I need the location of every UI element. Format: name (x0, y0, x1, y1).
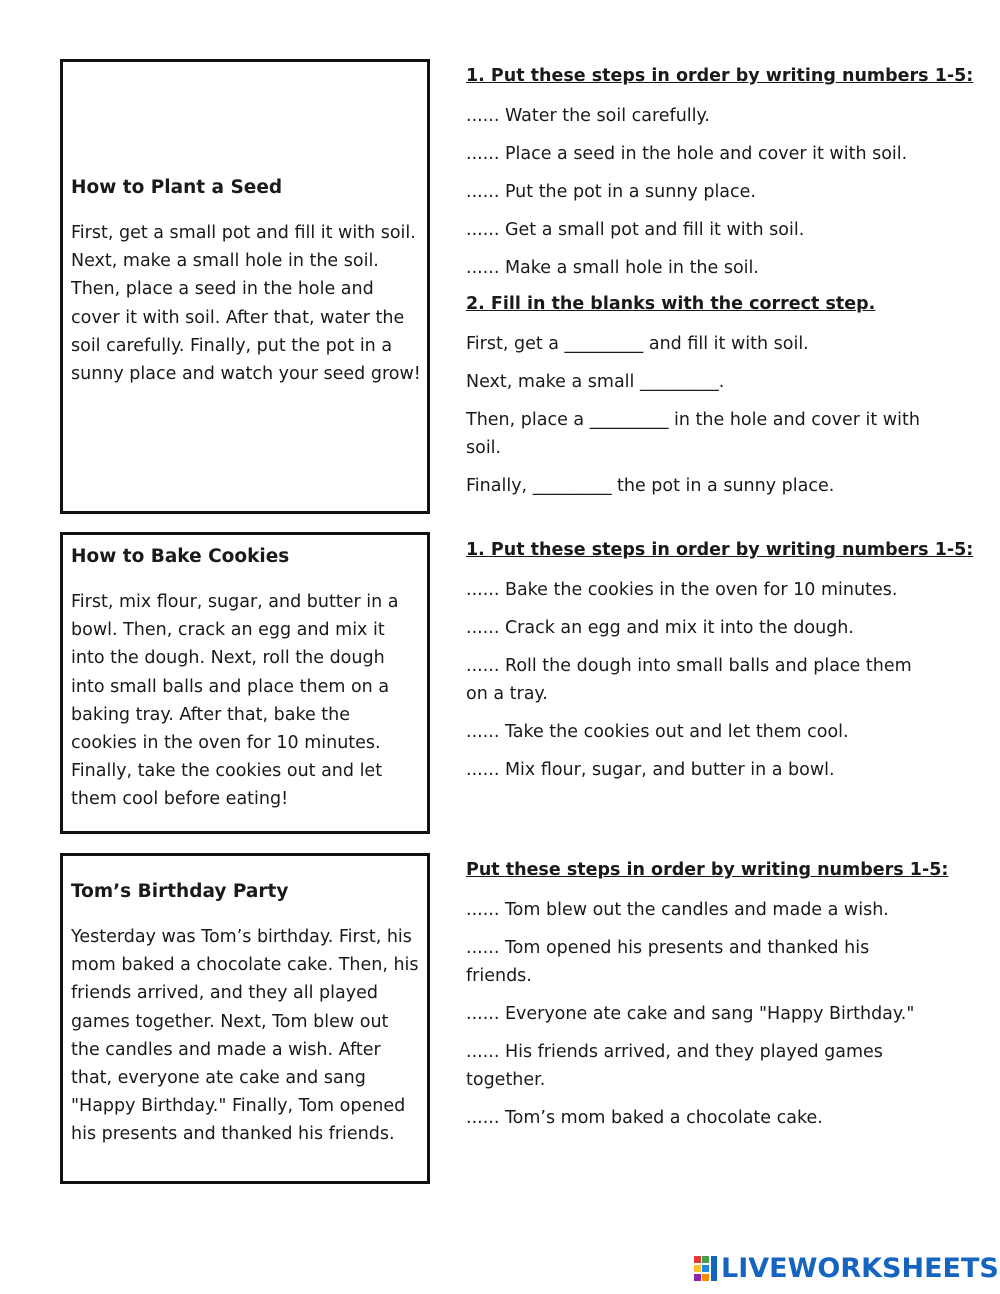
story-title: How to Plant a Seed (71, 177, 283, 198)
order-step[interactable]: ...... Get a small pot and fill it with soil. (466, 220, 805, 240)
exercise-birthday-party (466, 858, 949, 1142)
story-title: Tom’s Birthday Party (71, 881, 289, 902)
order-step[interactable]: ...... His friends arrived, and they played games together. (466, 1042, 883, 1090)
story-title: How to Bake Cookies (71, 546, 290, 567)
order-step[interactable]: ...... Tom opened his presents and thanked his friends. (466, 938, 870, 986)
exercise-bake-cookies (466, 538, 974, 794)
blank-sentence-end: and fill it with soil. (643, 334, 809, 354)
order-heading: Put these steps in order by writing numbers 1-5: (466, 860, 949, 880)
order-step[interactable]: ...... Mix flour, sugar, and butter in a bowl. (466, 760, 835, 780)
blank-sentence (466, 330, 936, 358)
order-heading: 1. Put these steps in order by writing numbers 1-5: (466, 66, 974, 86)
order-step[interactable]: ...... Roll the dough into small balls and place them on a tray. (466, 656, 912, 704)
order-step[interactable]: ...... Tom’s mom baked a chocolate cake. (466, 1108, 823, 1128)
exercise-plant-seed (466, 64, 974, 510)
order-step[interactable]: ...... Place a seed in the hole and cover it with soil. (466, 144, 908, 164)
order-heading: 1. Put these steps in order by writing numbers 1-5: (466, 540, 974, 560)
blank-input[interactable]: _________ (564, 334, 644, 354)
story-text: First, get a small pot and fill it with soil. Next, make a small hole in the soil. Then, place a seed in the hole and cover it with soil. After that, water the soil carefully. Finally, put the pot in a sunny place and watch your seed grow! (71, 223, 421, 385)
blank-sentence-end: the pot in a sunny place. (611, 476, 835, 496)
blank-sentence (466, 472, 936, 500)
order-step[interactable]: ...... Take the cookies out and let them cool. (466, 722, 849, 742)
blank-sentence (466, 406, 936, 462)
story-box-bake-cookies (60, 532, 430, 834)
blank-sentence-end: in the hole and cover it with soil. (466, 410, 920, 458)
blank-input[interactable]: _________ (532, 476, 612, 496)
liveworksheets-logo[interactable] (694, 1252, 999, 1286)
story-text: First, mix flour, sugar, and butter in a bowl. Then, crack an egg and mix it into the dough. Next, roll the dough into small balls and place them on a baking tray. After that, bake the cookies in the oven for 10 minutes. Finally, take the cookies out and let them cool before eating! (71, 592, 399, 810)
blank-sentence-end: . (718, 372, 725, 392)
blank-sentence-start: Then, place a (466, 410, 590, 430)
blank-sentence (466, 368, 936, 396)
blanks-heading: 2. Fill in the blanks with the correct step. (466, 294, 876, 314)
order-step[interactable]: ...... Put the pot in a sunny place. (466, 182, 756, 202)
blank-sentence-start: First, get a (466, 334, 565, 354)
blank-input[interactable]: _________ (589, 410, 669, 430)
blank-input[interactable]: _________ (639, 372, 719, 392)
story-box-birthday-party (60, 853, 430, 1184)
liveworksheets-logo-icon (694, 1256, 718, 1282)
order-step[interactable]: ...... Everyone ate cake and sang "Happy Birthday." (466, 1004, 915, 1024)
order-step[interactable]: ...... Bake the cookies in the oven for 10 minutes. (466, 580, 898, 600)
story-text: Yesterday was Tom’s birthday. First, his mom baked a chocolate cake. Then, his friends arrived, and they all played games together. Next, Tom blew out the candles and made a wish. After that, everyone ate cake and sang "Happy Birthday." Finally, Tom opened his presents and thanked his friends. (71, 927, 419, 1145)
order-step[interactable]: ...... Water the soil carefully. (466, 106, 710, 126)
story-box-plant-seed (60, 59, 430, 514)
blank-sentence-start: Finally, (466, 476, 533, 496)
logo-text: LIVEWORKSHEETS (721, 1253, 999, 1284)
blank-sentence-start: Next, make a small (466, 372, 640, 392)
order-step[interactable]: ...... Crack an egg and mix it into the dough. (466, 618, 854, 638)
order-step[interactable]: ...... Make a small hole in the soil. (466, 258, 759, 278)
order-step[interactable]: ...... Tom blew out the candles and made a wish. (466, 900, 889, 920)
